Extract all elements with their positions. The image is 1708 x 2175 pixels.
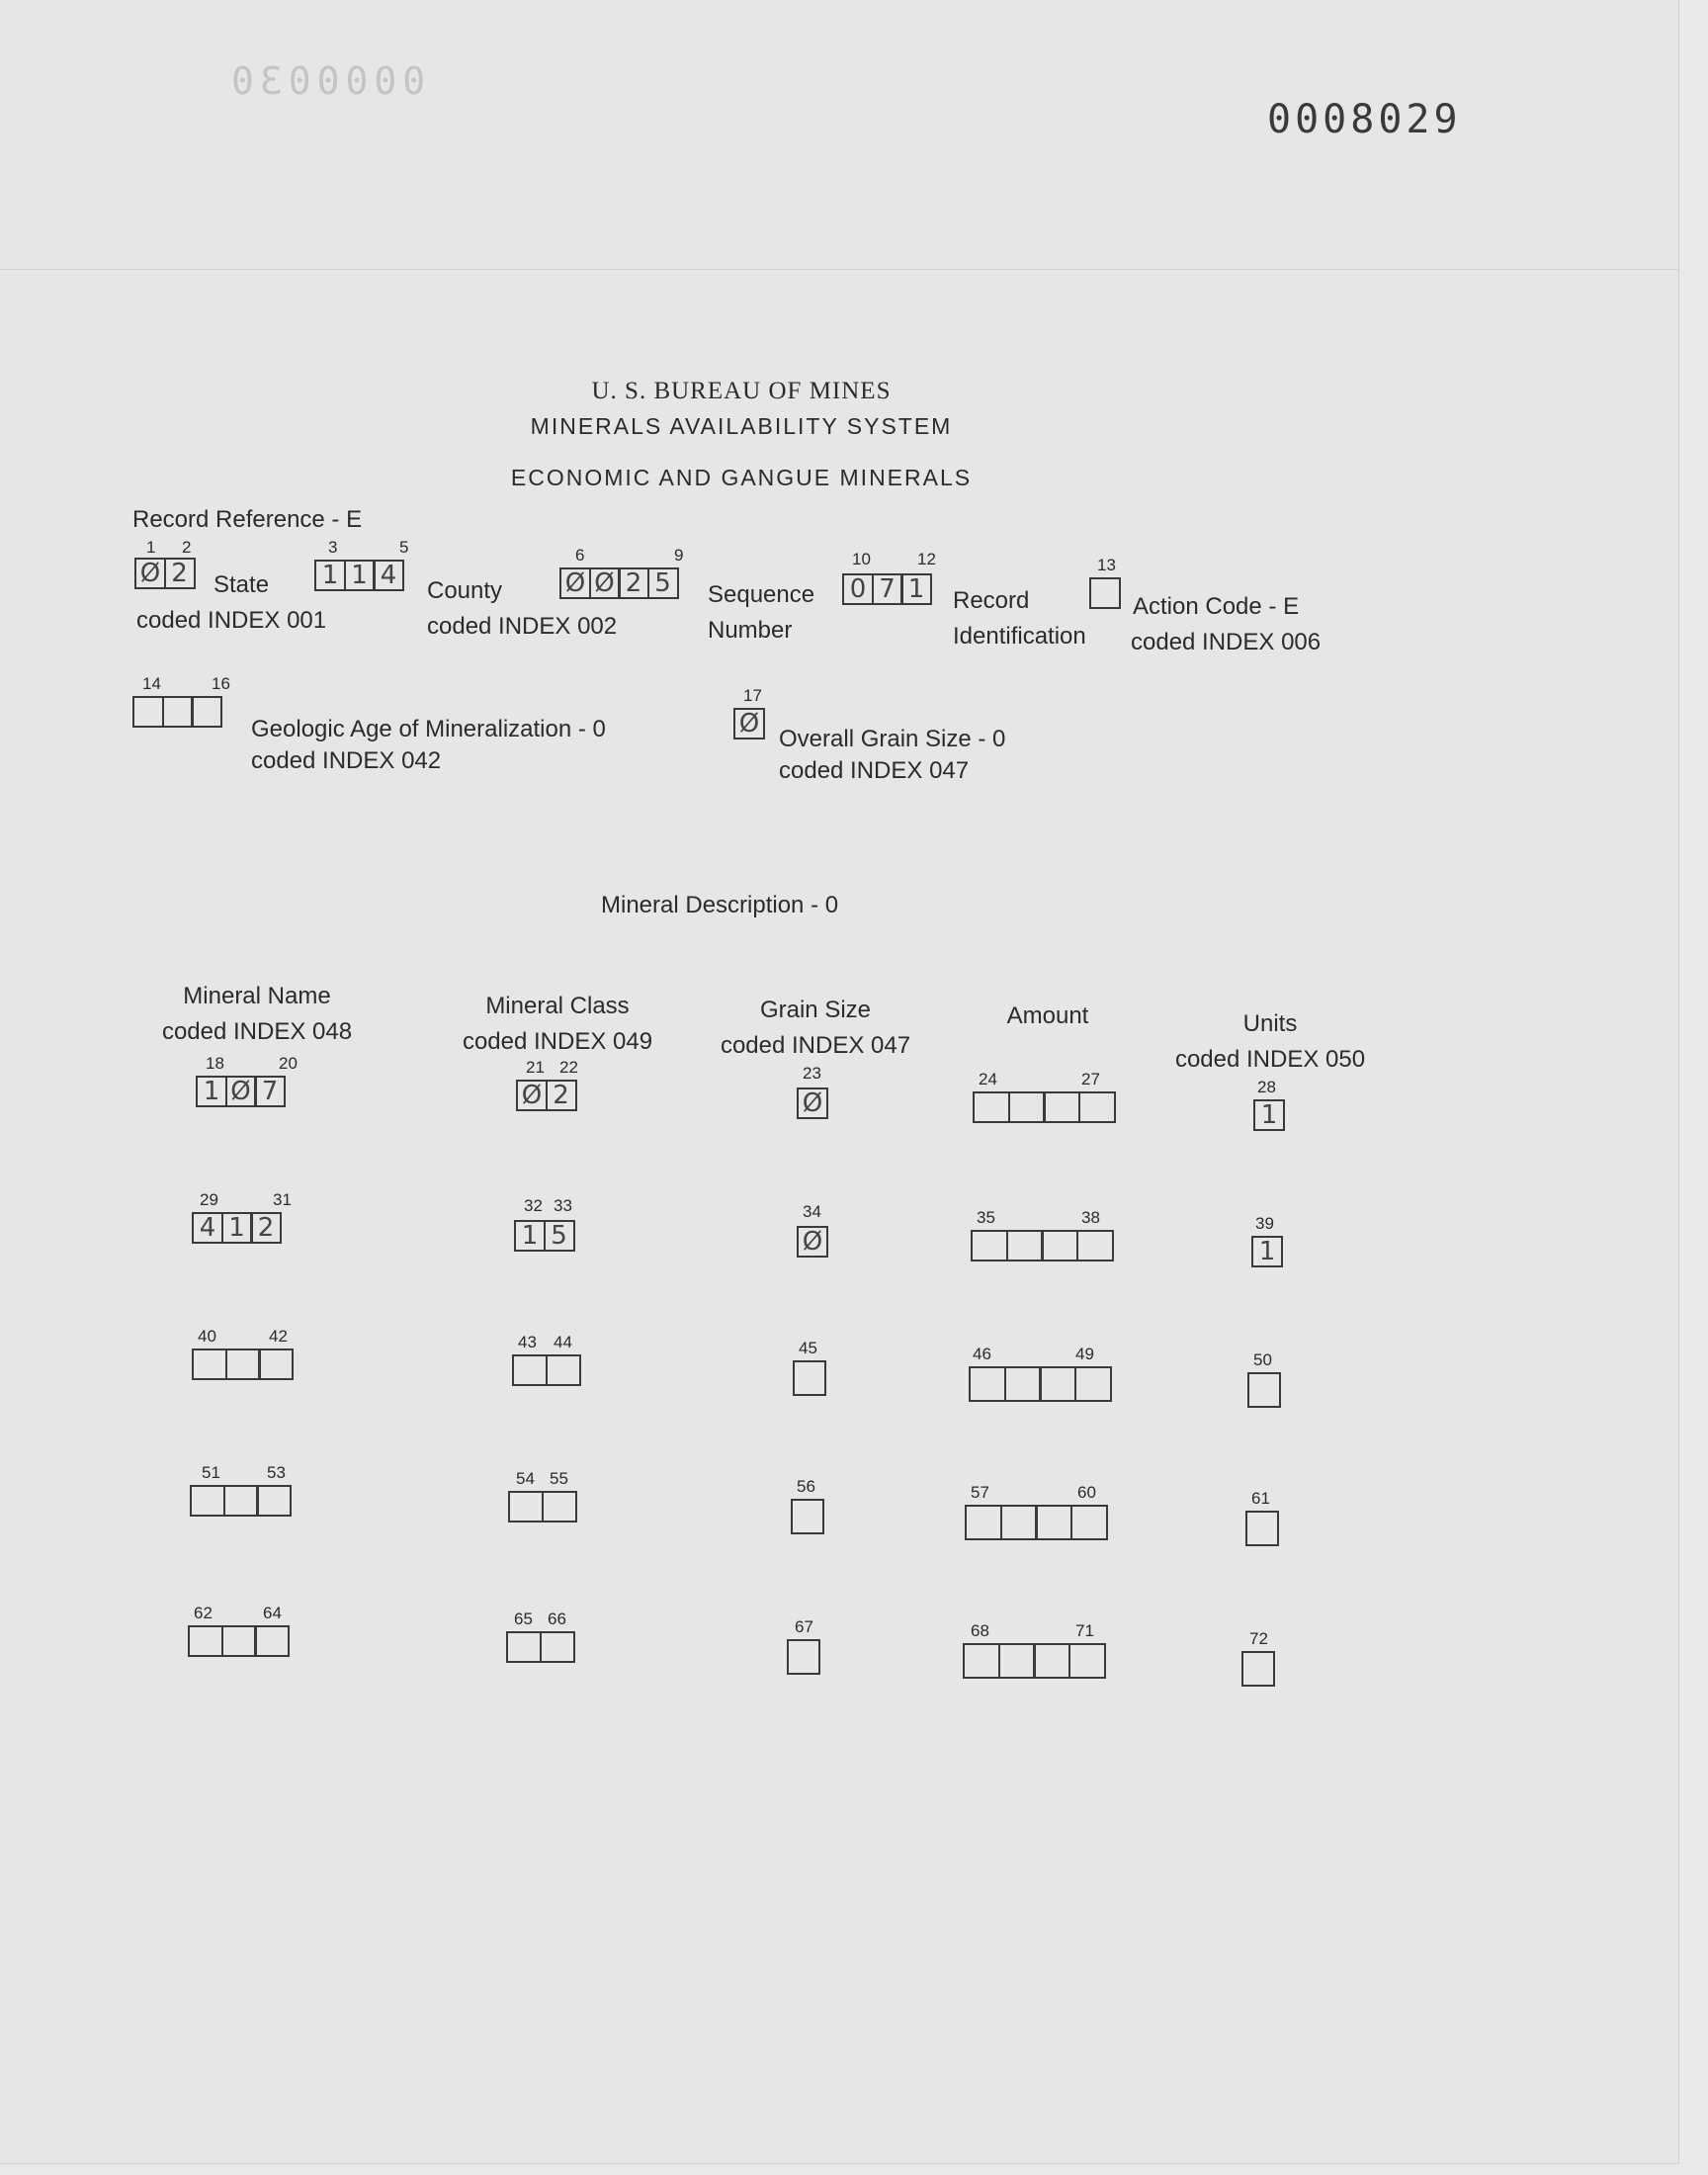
code-box[interactable] — [223, 1485, 259, 1517]
col-number: 38 — [1081, 1208, 1100, 1227]
col-number: 68 — [971, 1621, 989, 1640]
col-number: 17 — [743, 686, 762, 705]
action-code-sublabel: coded INDEX 006 — [1131, 629, 1322, 655]
mineral-class-boxes[interactable] — [508, 1491, 577, 1522]
col-number: 32 — [524, 1196, 543, 1215]
col-number: 53 — [267, 1463, 286, 1482]
document-number-stamp: 0008029 — [1267, 97, 1462, 142]
code-box[interactable] — [1035, 1505, 1072, 1540]
code-box[interactable] — [542, 1491, 577, 1522]
col-number: 21 — [526, 1058, 545, 1077]
sequence-sublabel: Number — [708, 617, 793, 644]
col-number: 67 — [795, 1617, 813, 1636]
col-number: 46 — [973, 1345, 991, 1363]
code-box[interactable] — [540, 1631, 575, 1663]
code-box[interactable] — [1033, 1643, 1070, 1679]
grain-size-header — [692, 993, 939, 1064]
code-box[interactable] — [793, 1360, 826, 1396]
units-boxes[interactable] — [1251, 1236, 1283, 1267]
grain-size-boxes[interactable] — [797, 1226, 828, 1258]
code-box[interactable]: 5 — [544, 1220, 575, 1252]
county-sublabel: coded INDEX 002 — [427, 613, 618, 640]
code-box[interactable] — [508, 1491, 544, 1522]
col-number: 10 — [852, 550, 871, 568]
col-number: 31 — [273, 1190, 292, 1209]
state-label: State — [214, 571, 270, 598]
column-subtitle: coded INDEX 050 — [1174, 1046, 1366, 1073]
record-id-boxes[interactable] — [842, 573, 932, 605]
code-box[interactable]: Ø — [225, 1076, 257, 1107]
mineral-name-boxes[interactable] — [190, 1485, 292, 1517]
code-box[interactable]: 0 — [842, 573, 874, 605]
col-number: 20 — [279, 1054, 298, 1073]
faint-stamp: 0000030 — [225, 59, 426, 103]
code-box[interactable] — [162, 696, 194, 728]
column-title: Grain Size — [759, 997, 872, 1023]
col-number: 23 — [803, 1064, 821, 1083]
code-box[interactable] — [225, 1348, 261, 1380]
code-box[interactable]: 1 — [344, 560, 376, 591]
code-box[interactable] — [1089, 577, 1121, 609]
code-box[interactable] — [787, 1639, 820, 1675]
code-box[interactable] — [132, 696, 164, 728]
col-number: 55 — [550, 1469, 568, 1488]
grain-size-boxes[interactable] — [791, 1499, 824, 1534]
col-number: 39 — [1255, 1214, 1274, 1233]
code-box[interactable]: 1 — [314, 560, 346, 591]
code-box[interactable] — [512, 1354, 548, 1386]
county-boxes[interactable] — [314, 560, 404, 591]
geologic-age-label: Geologic Age of Mineralization - 0 — [251, 716, 606, 742]
overall-grain-sublabel: coded INDEX 047 — [779, 757, 970, 784]
code-box[interactable]: 4 — [373, 560, 404, 591]
units-header — [1147, 1006, 1394, 1078]
column-title: Amount — [1006, 1002, 1089, 1029]
code-box[interactable] — [791, 1499, 824, 1534]
col-number: 43 — [518, 1333, 537, 1351]
code-box[interactable]: Ø — [516, 1080, 548, 1111]
col-number: 61 — [1251, 1489, 1270, 1508]
col-number: 35 — [977, 1208, 995, 1227]
geologic-age-boxes[interactable] — [132, 696, 222, 728]
col-number: 50 — [1253, 1350, 1272, 1369]
code-box[interactable]: 4 — [192, 1212, 223, 1244]
col-number: 27 — [1081, 1070, 1100, 1088]
form-title: ECONOMIC AND GANGUE MINERALS — [510, 465, 973, 490]
code-box[interactable] — [256, 1485, 292, 1517]
units-boxes[interactable] — [1245, 1511, 1279, 1546]
mineral-name-header — [128, 979, 385, 1050]
code-box[interactable] — [973, 1091, 1010, 1123]
code-box[interactable] — [506, 1631, 542, 1663]
code-box[interactable] — [221, 1625, 257, 1657]
mineral-class-boxes[interactable] — [516, 1080, 577, 1111]
code-box[interactable] — [1247, 1372, 1281, 1408]
code-box[interactable] — [1043, 1091, 1080, 1123]
code-box[interactable] — [258, 1348, 294, 1380]
col-number: 65 — [514, 1610, 533, 1628]
col-number: 28 — [1257, 1078, 1276, 1096]
code-box[interactable] — [971, 1230, 1008, 1262]
mineral-name-boxes[interactable] — [192, 1212, 282, 1244]
agency-title: U. S. BUREAU OF MINES — [591, 378, 892, 404]
action-code-boxes[interactable] — [1089, 577, 1121, 609]
code-box[interactable]: 1 — [900, 573, 932, 605]
code-box[interactable]: 7 — [872, 573, 903, 605]
col-number: 5 — [399, 538, 409, 557]
code-box[interactable] — [190, 1485, 225, 1517]
code-box[interactable] — [963, 1643, 1000, 1679]
code-box[interactable] — [188, 1625, 223, 1657]
col-number: 9 — [674, 546, 684, 565]
units-boxes[interactable] — [1241, 1651, 1275, 1687]
col-number: 64 — [263, 1604, 282, 1622]
code-box[interactable] — [1041, 1230, 1078, 1262]
col-number: 22 — [559, 1058, 578, 1077]
overall-grain-label: Overall Grain Size - 0 — [779, 726, 1006, 752]
col-number: 54 — [516, 1469, 535, 1488]
mineral-class-boxes[interactable] — [512, 1354, 581, 1386]
code-box[interactable]: 5 — [647, 567, 679, 599]
col-number: 40 — [198, 1327, 216, 1346]
column-subtitle: coded INDEX 047 — [720, 1032, 911, 1059]
amount-boxes[interactable] — [973, 1091, 1116, 1123]
code-box[interactable]: 1 — [514, 1220, 546, 1252]
col-number: 24 — [979, 1070, 997, 1088]
col-number: 14 — [142, 674, 161, 693]
col-number: 2 — [182, 538, 192, 557]
amount-boxes[interactable] — [963, 1643, 1106, 1679]
code-box[interactable]: Ø — [559, 567, 591, 599]
code-box[interactable]: 1 — [196, 1076, 227, 1107]
state-sublabel: coded INDEX 001 — [136, 607, 327, 634]
code-box[interactable]: Ø — [797, 1226, 828, 1258]
col-number: 6 — [575, 546, 585, 565]
units-boxes[interactable] — [1253, 1099, 1285, 1131]
col-number: 49 — [1075, 1345, 1094, 1363]
code-box[interactable] — [1004, 1366, 1042, 1402]
col-number: 42 — [269, 1327, 288, 1346]
sequence-label: Sequence — [708, 581, 815, 608]
code-box[interactable] — [1078, 1091, 1116, 1123]
code-box[interactable]: 2 — [618, 567, 649, 599]
col-number: 51 — [202, 1463, 220, 1482]
code-box[interactable] — [1039, 1366, 1076, 1402]
col-number: 16 — [212, 674, 230, 693]
state-boxes[interactable] — [134, 558, 196, 589]
code-box[interactable] — [1076, 1230, 1114, 1262]
column-title: Units — [1242, 1010, 1298, 1037]
code-box[interactable] — [965, 1505, 1002, 1540]
column-subtitle: coded INDEX 049 — [462, 1028, 653, 1055]
mineral-name-boxes[interactable] — [188, 1625, 290, 1657]
code-box[interactable]: 1 — [221, 1212, 253, 1244]
col-number: 3 — [328, 538, 338, 557]
col-number: 57 — [971, 1483, 989, 1502]
mineral-class-header — [429, 989, 686, 1060]
col-number: 12 — [917, 550, 936, 568]
col-number: 33 — [554, 1196, 572, 1215]
col-number: 18 — [206, 1054, 224, 1073]
column-title: Mineral Name — [183, 983, 331, 1009]
col-number: 56 — [797, 1477, 815, 1496]
amount-boxes[interactable] — [965, 1505, 1108, 1540]
record-id-sublabel: Identification — [953, 623, 1086, 650]
column-title: Mineral Class — [485, 993, 630, 1019]
code-box[interactable] — [1070, 1505, 1108, 1540]
record-reference-label: Record Reference - E — [132, 506, 363, 533]
code-box[interactable] — [1000, 1505, 1038, 1540]
code-box[interactable] — [1008, 1091, 1046, 1123]
sequence-boxes[interactable] — [559, 567, 679, 599]
amount-header — [949, 999, 1147, 1034]
code-box[interactable]: Ø — [589, 567, 621, 599]
code-box[interactable]: 1 — [1251, 1236, 1283, 1267]
grain-size-boxes[interactable] — [787, 1639, 820, 1675]
col-number: 29 — [200, 1190, 218, 1209]
code-box[interactable] — [546, 1354, 581, 1386]
code-box[interactable] — [191, 696, 222, 728]
code-box[interactable] — [254, 1625, 290, 1657]
grain-size-boxes[interactable] — [793, 1360, 826, 1396]
code-box[interactable] — [1245, 1511, 1279, 1546]
code-box[interactable]: 2 — [250, 1212, 282, 1244]
amount-boxes[interactable] — [969, 1366, 1112, 1402]
mineral-class-boxes[interactable] — [506, 1631, 575, 1663]
code-box[interactable] — [1074, 1366, 1112, 1402]
code-box[interactable]: Ø — [134, 558, 166, 589]
col-number: 45 — [799, 1339, 817, 1357]
col-number: 66 — [548, 1610, 566, 1628]
code-box[interactable]: 2 — [546, 1080, 577, 1111]
col-number: 44 — [554, 1333, 572, 1351]
code-box[interactable] — [969, 1366, 1006, 1402]
amount-boxes[interactable] — [971, 1230, 1114, 1262]
code-box[interactable]: Ø — [797, 1088, 828, 1119]
code-box[interactable] — [998, 1643, 1036, 1679]
code-box[interactable] — [192, 1348, 227, 1380]
code-box[interactable] — [1241, 1651, 1275, 1687]
col-number: 13 — [1097, 556, 1116, 574]
fold-line — [0, 269, 1678, 270]
code-box[interactable]: Ø — [733, 708, 765, 740]
mineral-name-boxes[interactable] — [192, 1348, 294, 1380]
column-subtitle: coded INDEX 048 — [161, 1018, 353, 1045]
action-code-label: Action Code - E — [1133, 593, 1300, 620]
col-number: 71 — [1075, 1621, 1094, 1640]
overall-grain-boxes[interactable] — [733, 708, 765, 740]
units-boxes[interactable] — [1247, 1372, 1281, 1408]
col-number: 60 — [1077, 1483, 1096, 1502]
grain-size-boxes[interactable] — [797, 1088, 828, 1119]
code-box[interactable] — [1068, 1643, 1106, 1679]
col-number: 1 — [146, 538, 156, 557]
geologic-age-sublabel: coded INDEX 042 — [251, 747, 442, 774]
col-number: 34 — [803, 1202, 821, 1221]
col-number: 72 — [1249, 1629, 1268, 1648]
record-id-label: Record — [953, 587, 1030, 614]
code-box[interactable] — [1006, 1230, 1044, 1262]
mineral-name-boxes[interactable] — [196, 1076, 286, 1107]
county-label: County — [427, 577, 503, 604]
code-box[interactable]: 1 — [1253, 1099, 1285, 1131]
code-box[interactable]: 7 — [254, 1076, 286, 1107]
mineral-class-boxes[interactable] — [514, 1220, 575, 1252]
col-number: 62 — [194, 1604, 213, 1622]
code-box[interactable]: 2 — [164, 558, 196, 589]
system-title: MINERALS AVAILABILITY SYSTEM — [530, 413, 953, 439]
mineral-description-title: Mineral Description - 0 — [601, 892, 839, 918]
